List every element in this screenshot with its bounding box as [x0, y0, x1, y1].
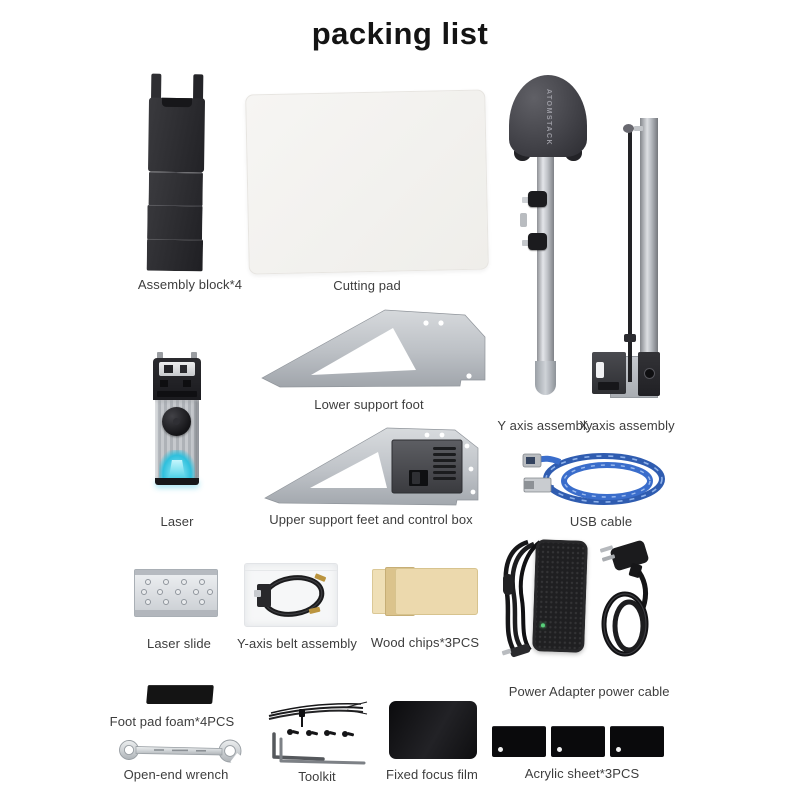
- label-laser-slide: Laser slide: [147, 636, 211, 651]
- label-x-axis-assembly: X axis assembly: [579, 418, 675, 433]
- power-adapter-image: [498, 538, 590, 668]
- label-power-cable: power cable: [598, 684, 670, 699]
- assembly-block-image: [147, 74, 206, 271]
- fixed-focus-film-image: [389, 701, 477, 759]
- power-cable-image: [594, 540, 658, 670]
- label-open-end-wrench: Open-end wrench: [123, 767, 229, 782]
- label-cutting-pad: Cutting pad: [333, 278, 401, 293]
- page-title: packing list: [311, 16, 489, 51]
- label-lower-support-foot: Lower support foot: [314, 397, 424, 412]
- label-toolkit: Toolkit: [298, 769, 336, 784]
- wood-chips-image: [372, 567, 476, 614]
- y-axis-assembly-image: [508, 75, 592, 395]
- x-axis-assembly-image: [590, 112, 662, 396]
- label-laser: Laser: [160, 514, 194, 529]
- open-end-wrench-image: [116, 736, 246, 766]
- control-box: [392, 440, 462, 493]
- label-power-adapter: Power Adapter: [508, 684, 596, 699]
- acrylic-sheet-image: [492, 726, 668, 757]
- label-y-axis-belt: Y-axis belt assembly: [236, 636, 357, 651]
- upper-support-feet-image: [261, 424, 487, 510]
- laser-image: [153, 352, 201, 486]
- label-fixed-focus-film: Fixed focus film: [386, 767, 478, 782]
- label-usb-cable: USB cable: [569, 514, 633, 529]
- lower-support-foot-image: [260, 306, 488, 398]
- atomstack-logo: ATOMSTACK: [545, 89, 552, 147]
- foot-pad-foam-image: [146, 685, 214, 704]
- laser-slide-image: [134, 569, 218, 617]
- toolkit-image: [263, 700, 369, 766]
- laser-head-dome: [509, 75, 587, 157]
- y-axis-belt-image: [244, 563, 338, 627]
- label-upper-support-feet: Upper support feet and control box: [269, 512, 473, 527]
- cutting-pad-image: [245, 90, 489, 275]
- label-y-axis-assembly: Y axis assembly: [497, 418, 593, 433]
- usb-cable-image: [520, 448, 672, 512]
- label-acrylic-sheet: Acrylic sheet*3PCS: [524, 766, 640, 781]
- label-foot-pad-foam: Foot pad foam*4PCS: [109, 714, 235, 729]
- label-wood-chips: Wood chips*3PCS: [370, 635, 480, 650]
- label-assembly-block: Assembly block*4: [137, 277, 243, 292]
